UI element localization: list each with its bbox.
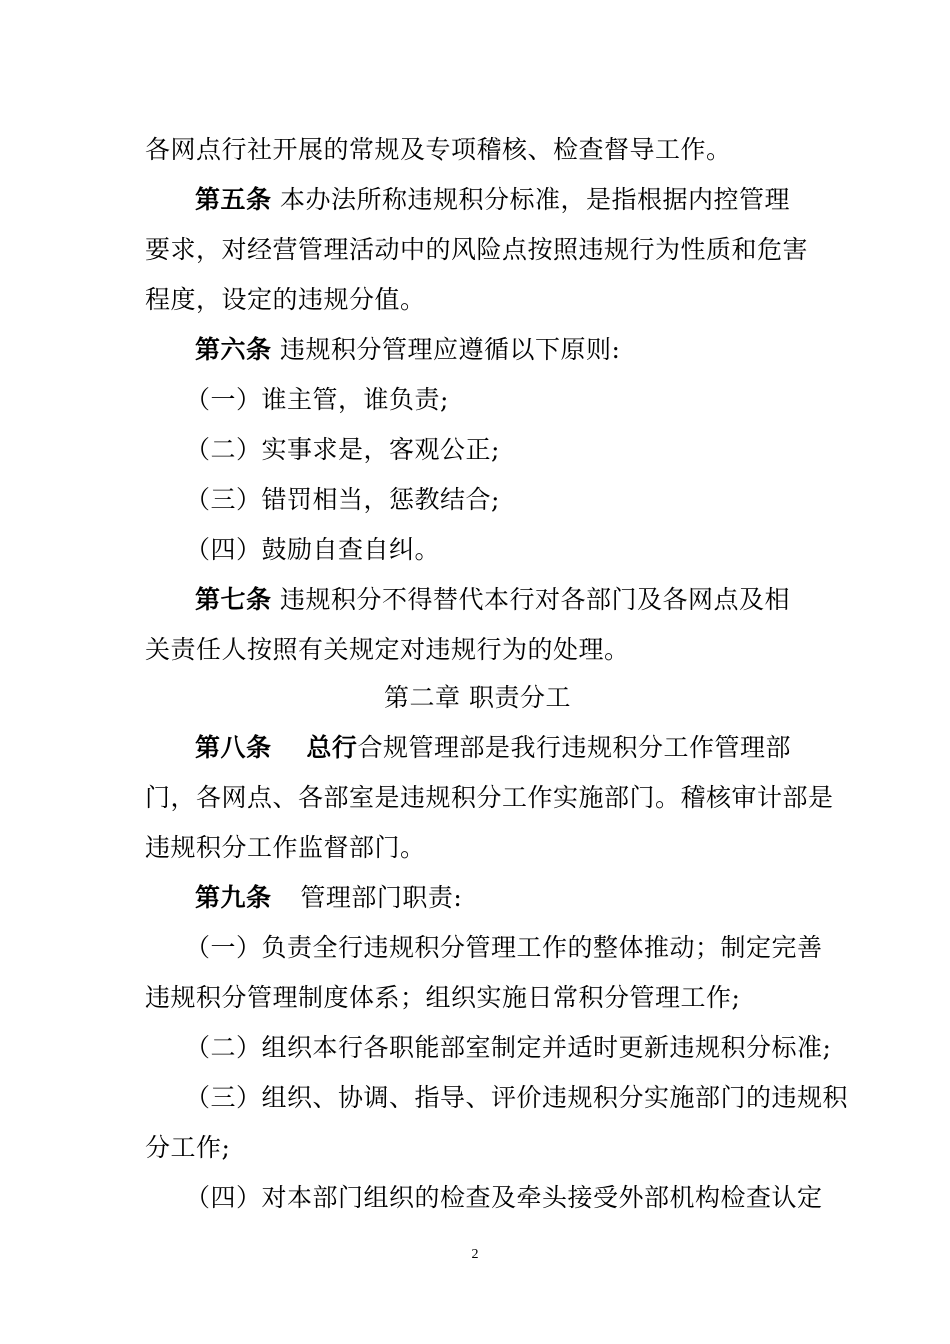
text-line: 违规积分工作监督部门。 — [145, 833, 426, 862]
text-line: 要求，对经营管理活动中的风险点按照违规行为性质和危害 — [145, 235, 809, 264]
article-5-text: 本办法所称违规积分标准，是指根据内控管理 — [279, 185, 790, 214]
principle-3: （三）错罚相当，惩教结合; — [185, 485, 500, 514]
principle-2: （二）实事求是，客观公正; — [185, 435, 500, 464]
article-8-label: 第八条 — [195, 733, 272, 762]
article-7-line-1 — [195, 585, 810, 615]
text-line: 违规积分管理制度体系；组织实施日常积分管理工作; — [145, 983, 741, 1012]
text-line: 门，各网点、各部室是违规积分工作实施部门。稽核审计部是 — [145, 783, 834, 812]
article-5-label: 第五条 — [195, 185, 272, 214]
principle-1: （一）谁主管，谁负责; — [185, 385, 449, 414]
page-number: 2 — [471, 1247, 479, 1262]
article-9-line-1 — [195, 883, 810, 913]
article-7-text: 违规积分不得替代本行对各部门及各网点及相 — [279, 585, 790, 614]
text-line: 程度，设定的违规分值。 — [145, 285, 426, 314]
article-9-label: 第九条 — [195, 883, 272, 912]
chapter-heading: 第二章 职责分工 — [384, 683, 571, 712]
text-line: 关责任人按照有关规定对违规行为的处理。 — [145, 635, 630, 664]
article-6-label: 第六条 — [195, 335, 272, 364]
article-7-label: 第七条 — [195, 585, 272, 614]
article-6-text: 违规积分管理应遵循以下原则: — [279, 335, 621, 364]
article-6-line-1 — [195, 335, 810, 365]
text-line: 分工作; — [145, 1133, 231, 1162]
duty-2: （二）组织本行各职能部室制定并适时更新违规积分标准; — [185, 1033, 832, 1062]
duty-4: （四）对本部门组织的检查及牵头接受外部机构检查认定 — [185, 1183, 823, 1212]
principle-4: （四）鼓励自查自纠。 — [185, 535, 441, 564]
duty-1: （一）负责全行违规积分管理工作的整体推动；制定完善 — [185, 933, 823, 962]
article-8-line-1 — [195, 733, 810, 763]
article-8-label-head-office: 总行 — [306, 733, 358, 762]
article-9-text: 管理部门职责: — [300, 883, 463, 912]
article-5-line-1 — [195, 185, 810, 215]
text-line: 各网点行社开展的常规及专项稽核、检查督导工作。 — [145, 135, 732, 164]
duty-3: （三）组织、协调、指导、评价违规积分实施部门的违规积 — [185, 1083, 849, 1112]
article-8-text: 合规管理部是我行违规积分工作管理部 — [357, 733, 791, 762]
